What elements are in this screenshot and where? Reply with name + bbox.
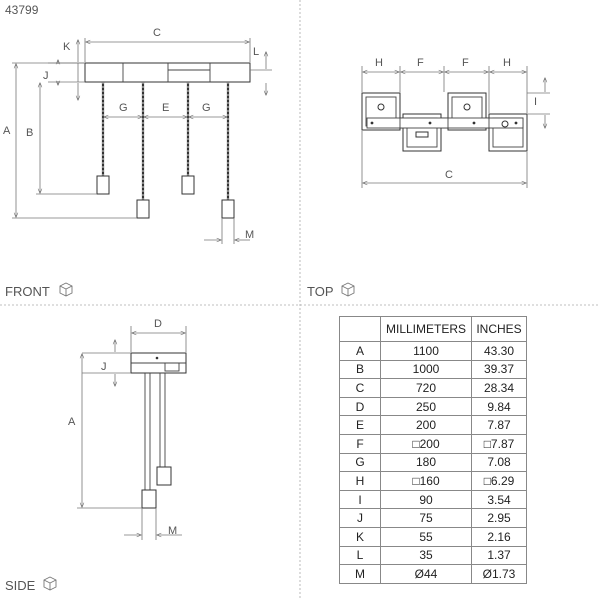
side-dim-label-j: J xyxy=(101,361,107,373)
table-cell-mm: 250 xyxy=(381,397,472,416)
front-dim-label-b: B xyxy=(26,127,34,139)
table-cell-in: 7.08 xyxy=(472,453,527,472)
top-view xyxy=(307,57,550,299)
table-cell-mm: 720 xyxy=(381,379,472,398)
table-cell-in: 43.30 xyxy=(472,342,527,361)
top-dim-label-c: C xyxy=(445,169,453,181)
top-dim-label-h-right: H xyxy=(503,57,511,69)
table-row xyxy=(340,397,527,416)
table-cell-key: H xyxy=(340,472,381,491)
front-dim-label-j: J xyxy=(43,70,49,82)
cube-front-icon xyxy=(60,283,72,296)
table-cell-mm: 90 xyxy=(381,490,472,509)
table-cell-mm: 75 xyxy=(381,509,472,528)
table-header-key xyxy=(340,317,381,342)
front-canopy xyxy=(85,63,250,82)
front-dim-label-c: C xyxy=(153,27,161,39)
table-row xyxy=(340,416,527,435)
table-row xyxy=(340,472,527,491)
table-cell-key: C xyxy=(340,379,381,398)
top-dim-label-f-left: F xyxy=(417,57,424,69)
dimensions-table xyxy=(339,316,527,584)
table-row xyxy=(340,379,527,398)
table-cell-mm: 55 xyxy=(381,527,472,546)
table-header-inches: INCHES xyxy=(472,317,527,342)
table-cell-key: E xyxy=(340,416,381,435)
table-cell-mm: 1100 xyxy=(381,342,472,361)
cube-side-icon xyxy=(44,577,56,590)
table-cell-mm: 200 xyxy=(381,416,472,435)
front-dim-label-k: K xyxy=(63,41,71,53)
front-dim-label-m: M xyxy=(245,229,255,241)
table-cell-in: 1.37 xyxy=(472,546,527,565)
table-cell-mm: 1000 xyxy=(381,360,472,379)
table-row xyxy=(340,546,527,565)
table-row xyxy=(340,342,527,361)
front-lampholder-2 xyxy=(137,200,149,218)
table-cell-key: D xyxy=(340,397,381,416)
table-cell-key: M xyxy=(340,565,381,584)
cube-top-icon xyxy=(342,283,354,296)
front-dim-label-g-right: G xyxy=(202,102,211,114)
table-cell-mm: □200 xyxy=(381,434,472,453)
table-row xyxy=(340,565,527,584)
front-view xyxy=(3,27,272,299)
table-row xyxy=(340,509,527,528)
side-lampholder-front xyxy=(142,490,156,508)
table-cell-in: Ø1.73 xyxy=(472,565,527,584)
table-cell-key: G xyxy=(340,453,381,472)
side-view xyxy=(5,318,186,593)
table-header-row xyxy=(340,317,527,342)
table-cell-mm: 35 xyxy=(381,546,472,565)
side-view-title: SIDE xyxy=(5,578,36,593)
table-cell-mm: 180 xyxy=(381,453,472,472)
top-view-title: TOP xyxy=(307,284,334,299)
front-lampholder-1 xyxy=(97,176,109,194)
top-dim-label-f-right: F xyxy=(462,57,469,69)
front-dim-label-l: L xyxy=(253,46,260,58)
table-cell-in: 39.37 xyxy=(472,360,527,379)
table-header-millimeters: MILLIMETERS xyxy=(381,317,472,342)
side-dim-label-m: M xyxy=(168,525,178,537)
table-cell-key: K xyxy=(340,527,381,546)
table-row xyxy=(340,490,527,509)
product-code: 43799 xyxy=(5,3,39,17)
table-cell-in: 3.54 xyxy=(472,490,527,509)
front-dim-label-g-left: G xyxy=(119,102,128,114)
table-cell-in: 2.16 xyxy=(472,527,527,546)
table-cell-in: 2.95 xyxy=(472,509,527,528)
table-cell-in: 28.34 xyxy=(472,379,527,398)
table-cell-mm: Ø44 xyxy=(381,565,472,584)
side-dim-label-d: D xyxy=(154,318,162,330)
front-dim-label-e: E xyxy=(162,102,170,114)
table-row xyxy=(340,360,527,379)
front-lampholder-4 xyxy=(222,200,234,218)
table-row xyxy=(340,434,527,453)
table-cell-in: □7.87 xyxy=(472,434,527,453)
table-cell-key: I xyxy=(340,490,381,509)
table-cell-key: F xyxy=(340,434,381,453)
table-cell-key: B xyxy=(340,360,381,379)
table-cell-mm: □160 xyxy=(381,472,472,491)
table-cell-in: 9.84 xyxy=(472,397,527,416)
front-dim-label-a: A xyxy=(3,125,11,137)
table-cell-key: J xyxy=(340,509,381,528)
side-dim-label-a: A xyxy=(68,416,76,428)
table-cell-in: 7.87 xyxy=(472,416,527,435)
table-row xyxy=(340,527,527,546)
side-lampholder-back xyxy=(157,467,171,485)
table-cell-key: A xyxy=(340,342,381,361)
table-row xyxy=(340,453,527,472)
front-view-title: FRONT xyxy=(5,284,50,299)
table-cell-key: L xyxy=(340,546,381,565)
top-dim-label-h-left: H xyxy=(375,57,383,69)
front-lampholder-3 xyxy=(182,176,194,194)
table-cell-in: □6.29 xyxy=(472,472,527,491)
top-dim-label-i: I xyxy=(534,96,538,108)
